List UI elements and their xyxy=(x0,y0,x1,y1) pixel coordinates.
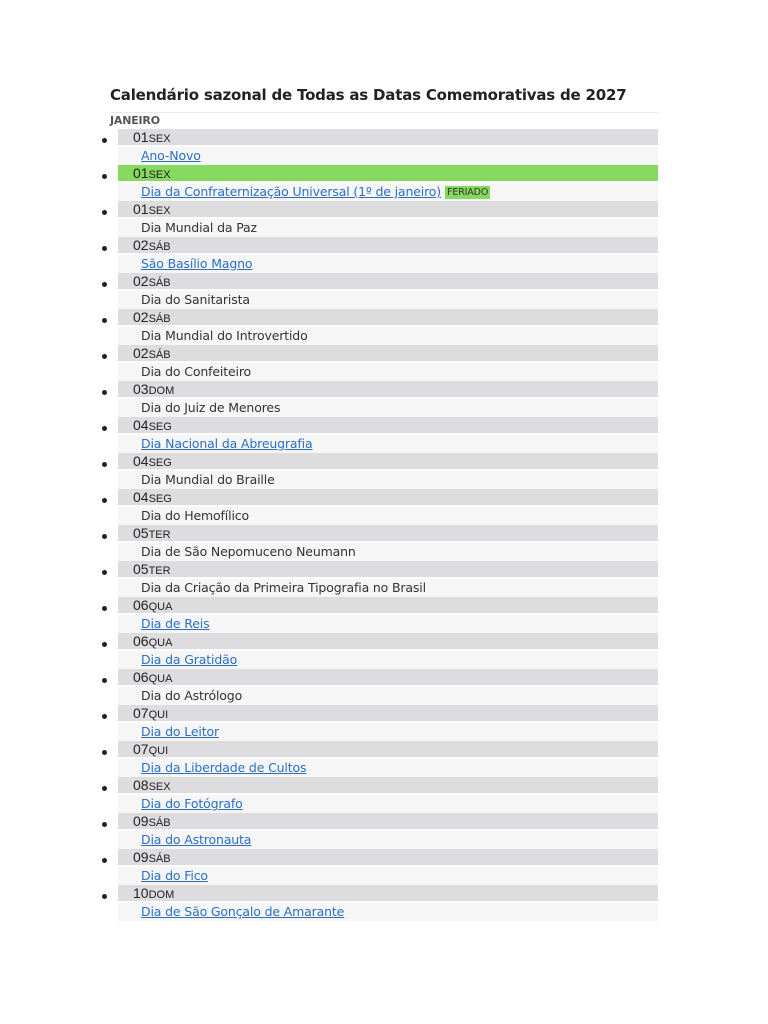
event-date xyxy=(133,237,171,255)
bullet-icon xyxy=(102,246,107,251)
list-item xyxy=(110,201,658,237)
event-link[interactable]: Dia da Liberdade de Cultos xyxy=(141,760,307,775)
list-item xyxy=(110,813,658,849)
list-item xyxy=(110,885,658,921)
date-bar xyxy=(118,381,658,397)
event-date xyxy=(133,849,171,867)
event-name-row xyxy=(141,759,306,777)
day-number: 06 xyxy=(133,669,149,685)
list-item xyxy=(110,777,658,813)
weekday-label: SÁB xyxy=(148,241,171,253)
event-name-row xyxy=(141,615,209,633)
list-item xyxy=(110,741,658,777)
event-link[interactable]: Dia Nacional da Abreugrafia xyxy=(141,436,313,451)
event-name-row xyxy=(141,903,344,921)
holiday-date-bar xyxy=(118,165,658,181)
bullet-icon xyxy=(102,462,107,467)
event-link[interactable]: Dia de São Gonçalo de Amarante xyxy=(141,904,345,919)
event-name-row xyxy=(141,543,356,561)
event-date xyxy=(133,561,171,579)
date-bar xyxy=(118,201,658,217)
day-number: 03 xyxy=(133,381,149,397)
date-bar xyxy=(118,561,658,577)
weekday-label: SEG xyxy=(148,493,172,505)
list-item xyxy=(110,129,658,165)
event-date xyxy=(133,669,172,687)
list-item xyxy=(110,273,658,309)
day-number: 01 xyxy=(133,165,149,181)
event-name-row xyxy=(141,687,242,705)
weekday-label: SÁB xyxy=(148,853,171,865)
bullet-icon xyxy=(102,498,107,503)
bullet-icon xyxy=(102,390,107,395)
date-bar xyxy=(118,417,658,433)
event-name-row xyxy=(141,471,275,489)
date-bar xyxy=(118,237,658,253)
event-name: Dia do Sanitarista xyxy=(141,292,250,307)
event-date xyxy=(133,777,171,795)
event-link[interactable]: Dia do Astronauta xyxy=(141,832,252,847)
day-number: 06 xyxy=(133,633,149,649)
date-bar xyxy=(118,813,658,829)
event-date xyxy=(133,345,171,363)
bullet-icon xyxy=(102,750,107,755)
event-name-row xyxy=(141,579,426,597)
event-name-row xyxy=(141,795,243,813)
bullet-icon xyxy=(102,822,107,827)
event-name-row xyxy=(141,507,249,525)
weekday-label: SEX xyxy=(148,205,171,217)
month-label: JANEIRO xyxy=(110,114,160,127)
day-number: 07 xyxy=(133,705,149,721)
event-name-row xyxy=(141,183,490,201)
weekday-label: SÁB xyxy=(148,817,171,829)
weekday-label: SEX xyxy=(148,781,171,793)
weekday-label: QUI xyxy=(148,709,169,721)
list-item xyxy=(110,633,658,669)
weekday-label: SÁB xyxy=(148,277,171,289)
bullet-icon xyxy=(102,786,107,791)
weekday-label: DOM xyxy=(148,889,175,901)
day-number: 02 xyxy=(133,309,149,325)
day-number: 10 xyxy=(133,885,149,901)
weekday-label: QUA xyxy=(148,637,173,649)
weekday-label: SEX xyxy=(148,169,171,181)
page-title: Calendário sazonal de Todas as Datas Comemorativas de 2027 xyxy=(110,86,627,104)
event-name-row xyxy=(141,399,280,417)
event-link[interactable]: Dia da Confraternização Universal (1º de janeiro) xyxy=(141,184,442,199)
event-date xyxy=(133,741,168,759)
event-date xyxy=(133,597,172,615)
weekday-label: TER xyxy=(148,529,171,541)
list-item xyxy=(110,237,658,273)
weekday-label: DOM xyxy=(148,385,175,397)
holiday-badge: FERIADO xyxy=(447,187,489,198)
day-number: 04 xyxy=(133,417,149,433)
list-item xyxy=(110,597,658,633)
event-name-row xyxy=(141,255,252,273)
event-date xyxy=(133,525,171,543)
list-item xyxy=(110,525,658,561)
day-number: 05 xyxy=(133,561,149,577)
weekday-label: SEG xyxy=(148,421,172,433)
bullet-icon xyxy=(102,894,107,899)
event-name: Dia do Astrólogo xyxy=(141,688,243,703)
date-bar xyxy=(118,525,658,541)
event-link[interactable]: São Basílio Magno xyxy=(141,256,253,271)
event-date xyxy=(133,309,171,327)
date-bar xyxy=(118,273,658,289)
list-item xyxy=(110,849,658,885)
event-link[interactable]: Dia da Gratidão xyxy=(141,652,238,667)
list-item xyxy=(110,381,658,417)
list-item xyxy=(110,669,658,705)
list-item xyxy=(110,309,658,345)
day-number: 08 xyxy=(133,777,149,793)
event-date xyxy=(133,813,171,831)
day-number: 01 xyxy=(133,201,149,217)
bullet-icon xyxy=(102,534,107,539)
event-name-row xyxy=(141,147,201,165)
event-name-row xyxy=(141,291,250,309)
event-date xyxy=(133,885,174,903)
event-name-row xyxy=(141,327,308,345)
weekday-label: SEX xyxy=(148,133,171,145)
event-date xyxy=(133,273,171,291)
event-date xyxy=(133,633,172,651)
day-number: 02 xyxy=(133,273,149,289)
date-bar xyxy=(118,633,658,649)
weekday-label: SÁB xyxy=(148,313,171,325)
bullet-icon xyxy=(102,282,107,287)
day-number: 01 xyxy=(133,129,149,145)
weekday-label: SÁB xyxy=(148,349,171,361)
date-bar xyxy=(118,345,658,361)
event-link[interactable]: Dia de Reis xyxy=(141,616,210,631)
event-link[interactable]: Dia do Leitor xyxy=(141,724,219,739)
bullet-icon xyxy=(102,642,107,647)
event-date xyxy=(133,453,172,471)
weekday-label: QUA xyxy=(148,673,173,685)
list-item xyxy=(110,417,658,453)
date-bar xyxy=(118,741,658,757)
event-date xyxy=(133,129,171,147)
date-bar xyxy=(118,489,658,505)
event-name: Dia Mundial do Introvertido xyxy=(141,328,308,343)
bullet-icon xyxy=(102,858,107,863)
bullet-icon xyxy=(102,354,107,359)
event-name-row xyxy=(141,723,219,741)
date-bar xyxy=(118,705,658,721)
event-name-row xyxy=(141,831,251,849)
event-date xyxy=(133,417,172,435)
bullet-icon xyxy=(102,174,107,179)
bullet-icon xyxy=(102,678,107,683)
event-link[interactable]: Dia do Fotógrafo xyxy=(141,796,243,811)
event-name-row xyxy=(141,435,313,453)
day-number: 04 xyxy=(133,489,149,505)
day-number: 04 xyxy=(133,453,149,469)
event-name: Dia do Confeiteiro xyxy=(141,364,252,379)
weekday-label: QUA xyxy=(148,601,173,613)
list-item xyxy=(110,705,658,741)
bullet-icon xyxy=(102,426,107,431)
event-date xyxy=(133,705,168,723)
title-divider xyxy=(110,112,658,113)
day-number: 09 xyxy=(133,849,149,865)
event-list xyxy=(110,129,658,921)
day-number: 02 xyxy=(133,345,149,361)
day-number: 09 xyxy=(133,813,149,829)
event-name: Dia da Criação da Primeira Tipografia no Brasil xyxy=(141,580,426,595)
list-item xyxy=(110,453,658,489)
event-name: Dia do Juiz de Menores xyxy=(141,400,281,415)
weekday-label: TER xyxy=(148,565,171,577)
weekday-label: QUI xyxy=(148,745,169,757)
bullet-icon xyxy=(102,138,107,143)
bullet-icon xyxy=(102,570,107,575)
event-date xyxy=(133,489,172,507)
bullet-icon xyxy=(102,210,107,215)
weekday-label: SEG xyxy=(148,457,172,469)
event-date xyxy=(133,165,171,183)
day-number: 06 xyxy=(133,597,149,613)
event-name-row xyxy=(141,867,208,885)
date-bar xyxy=(118,885,658,901)
date-bar xyxy=(118,129,658,145)
day-number: 07 xyxy=(133,741,149,757)
list-item xyxy=(110,561,658,597)
event-link[interactable]: Dia do Fico xyxy=(141,868,208,883)
event-link[interactable]: Ano-Novo xyxy=(141,148,201,163)
event-name: Dia de São Nepomuceno Neumann xyxy=(141,544,356,559)
date-bar xyxy=(118,669,658,685)
list-item xyxy=(110,489,658,525)
bullet-icon xyxy=(102,714,107,719)
calendar-page xyxy=(110,84,658,921)
event-name: Dia do Hemofílico xyxy=(141,508,249,523)
date-bar xyxy=(118,849,658,865)
event-name-row xyxy=(141,219,257,237)
event-date xyxy=(133,381,174,399)
event-name-row xyxy=(141,363,251,381)
event-date xyxy=(133,201,171,219)
event-name-row xyxy=(141,651,237,669)
event-name: Dia Mundial da Paz xyxy=(141,220,257,235)
list-item xyxy=(110,165,658,201)
day-number: 02 xyxy=(133,237,149,253)
list-item xyxy=(110,345,658,381)
bullet-icon xyxy=(102,318,107,323)
bullet-icon xyxy=(102,606,107,611)
event-name: Dia Mundial do Braille xyxy=(141,472,275,487)
date-bar xyxy=(118,597,658,613)
day-number: 05 xyxy=(133,525,149,541)
date-bar xyxy=(118,777,658,793)
date-bar xyxy=(118,309,658,325)
date-bar xyxy=(118,453,658,469)
